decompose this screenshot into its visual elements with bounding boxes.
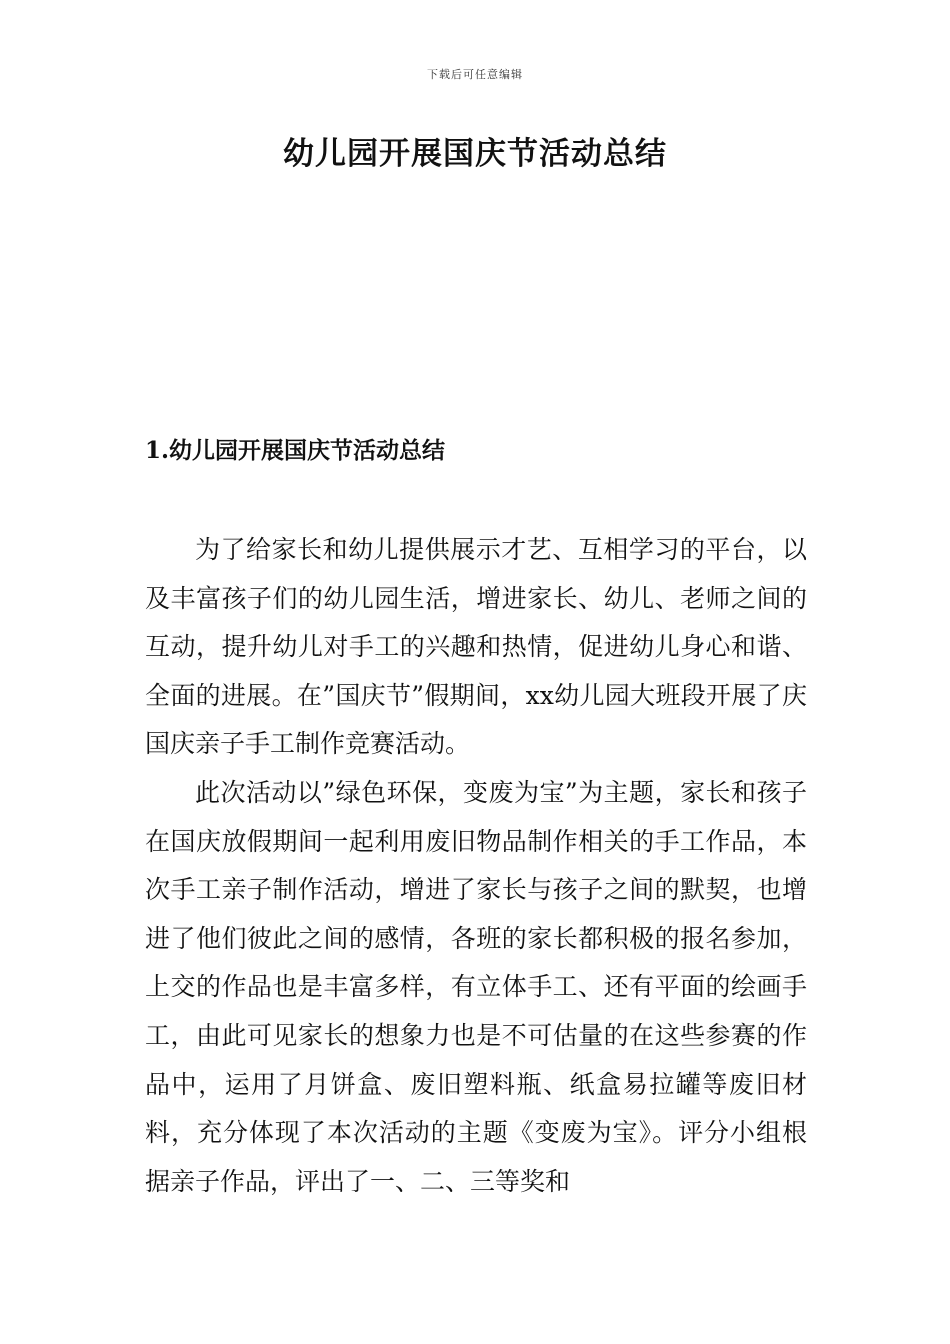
document-body <box>145 526 807 1206</box>
paragraph-2: 此次活动以”绿色环保，变废为宝”为主题，家长和孩子在国庆放假期间一起利用废旧物品制作相关的手工作品，本次手工亲子制作活动，增进了家长与孩子之间的默契，也增进了他们彼此之间的感情，各班的家长都积极的报名参加，上交的作品也是丰富多样，有立体手工、还有平面的绘画手工，由此可见家长的想象力也是不可估量的在这些参赛的作品中，运用了月饼盒、废旧塑料瓶、纸盒易拉罐等废旧材料，充分体现了本次活动的主题《变废为宝》。评分小组根据亲子作品，评出了一、二、三等奖和 <box>145 777 807 1196</box>
section-heading: 1.幼儿园开展国庆节活动总结 <box>145 437 446 464</box>
header-note: 下载后可任意编辑 <box>427 68 523 81</box>
paragraph-1: 为了给家长和幼儿提供展示才艺、互相学习的平台，以及丰富孩子们的幼儿园生活，增进家长、幼儿、老师之间的互动，提升幼儿对手工的兴趣和热情，促进幼儿身心和谐、全面的进展。在”国庆节”假期间，xx幼儿园大班段开展了庆国庆亲子手工制作竞赛活动。 <box>145 535 807 759</box>
document-title: 幼儿园开展国庆节活动总结 <box>283 136 667 172</box>
